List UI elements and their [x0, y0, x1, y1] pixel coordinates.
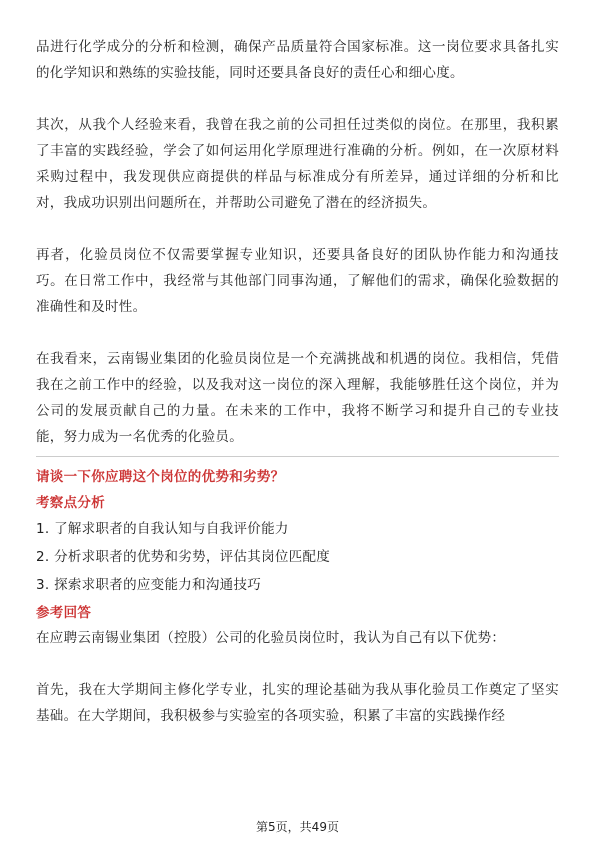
page-number: 第5页，共49页 [256, 820, 339, 834]
answer-title: 参考回答 [36, 605, 92, 621]
question-heading: 请谈一下你应聘这个岗位的优势和劣势？ [36, 469, 285, 485]
section-divider [36, 456, 559, 457]
analysis-title: 考察点分析 [36, 495, 105, 511]
analysis-item-1: 1. 了解求职者的自我认知与自我评价能力 [36, 521, 289, 537]
analysis-item-3: 3. 探索求职者的应变能力和沟通技巧 [36, 577, 262, 593]
document-body [36, 34, 559, 729]
paragraph-1: 品进行化学成分的分析和检测，确保产品质量符合国家标准。这一岗位要求具备扎实的化学知识和熟练的实验技能，同时还要具备良好的责任心和细心度。 [36, 39, 559, 81]
paragraph-4: 在我看来，云南锡业集团的化验员岗位是一个充满挑战和机遇的岗位。我相信，凭借我在之前工作中的经验，以及我对这一岗位的深入理解，我能够胜任这个岗位，并为公司的发展贡献自己的力量。在未来的工作中，我将不断学习和提升自己的专业技能，努力成为一名优秀的化验员。 [36, 351, 559, 445]
analysis-item-2: 2. 分析求职者的优势和劣势，评估其岗位匹配度 [36, 549, 331, 565]
paragraph-2: 其次，从我个人经验来看，我曾在我之前的公司担任过类似的岗位。在那里，我积累了丰富的实践经验，学会了如何运用化学原理进行准确的分析。例如，在一次原材料采购过程中，我发现供应商提供的样品与标准成分有所差异，通过详细的分析和比对，我成功识别出问题所在，并帮助公司避免了潜在的经济损失。 [36, 117, 559, 211]
answer-intro: 在应聘云南锡业集团（控股）公司的化验员岗位时，我认为自己有以下优势： [36, 630, 506, 646]
paragraph-3: 再者，化验员岗位不仅需要掌握专业知识，还要具备良好的团队协作能力和沟通技巧。在日常工作中，我经常与其他部门同事沟通，了解他们的需求，确保化验数据的准确性和及时性。 [36, 247, 559, 315]
answer-paragraph: 首先，我在大学期间主修化学专业，扎实的理论基础为我从事化验员工作奠定了坚实基础。在大学期间，我积极参与实验室的各项实验，积累了丰富的实践操作经 [36, 682, 559, 724]
